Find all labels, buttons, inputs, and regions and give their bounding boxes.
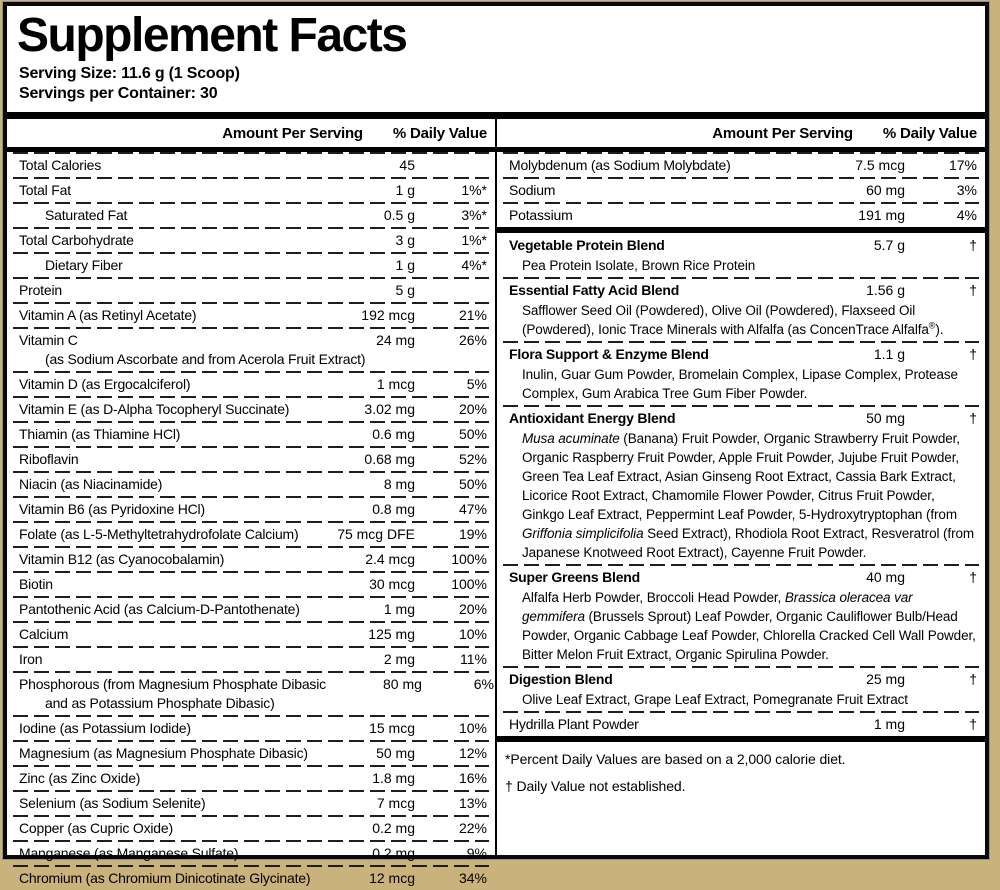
nutrient-name: Molybdenum (as Sodium Molybdate) xyxy=(509,157,731,173)
nutrient-row xyxy=(7,715,495,740)
nutrient-name: Pantothenic Acid (as Calcium-D-Pantothenate) xyxy=(19,601,300,617)
nutrient-row xyxy=(7,815,495,840)
nutrient-name: Biotin xyxy=(19,576,53,592)
right-rows xyxy=(497,152,985,736)
nutrient-daily-value: 100% xyxy=(451,551,487,567)
nutrient-row-line xyxy=(19,374,487,394)
nutrient-amount: 0.6 mg xyxy=(372,426,415,442)
nutrient-daily-value: 20% xyxy=(458,601,487,617)
nutrient-row-line xyxy=(509,408,977,428)
nutrient-daily-value: 10% xyxy=(458,720,487,736)
nutrient-name: Sodium xyxy=(509,182,556,198)
nutrient-row-line xyxy=(19,305,487,325)
label-title: Supplement Facts xyxy=(17,9,407,62)
nutrient-daily-value: 12% xyxy=(458,745,487,761)
nutrient-amount: 3.02 mg xyxy=(364,401,415,417)
nutrient-amount: 60 mg xyxy=(866,182,905,198)
nutrient-row-line xyxy=(509,155,977,175)
nutrient-name: Saturated Fat xyxy=(45,207,128,223)
blend-ingredients: Safflower Seed Oil (Powdered), Olive Oil (Powdered), Flaxseed Oil (Powdered), Ionic Trace Minerals with Alfalfa (as ConcenTrace Alfalfa®). xyxy=(522,303,944,337)
nutrient-row-line xyxy=(19,524,487,544)
nutrient-name: Vegetable Protein Blend xyxy=(509,237,665,253)
daily-value-header: % Daily Value xyxy=(882,124,977,142)
nutrient-row xyxy=(497,152,985,177)
nutrient-row-line xyxy=(19,818,487,838)
nutrient-daily-value: † xyxy=(969,282,977,298)
nutrient-name: Riboflavin xyxy=(19,451,79,467)
nutrient-amount: 1.56 g xyxy=(866,282,905,298)
nutrient-row xyxy=(7,790,495,815)
nutrient-amount: 1.8 mg xyxy=(372,770,415,786)
nutrient-row xyxy=(7,327,495,371)
columns xyxy=(7,112,985,886)
nutrient-row xyxy=(7,421,495,446)
nutrient-daily-value: 50% xyxy=(458,426,487,442)
nutrient-row-line xyxy=(19,768,487,788)
footnote-daily-value-not-established: † Daily Value not established. xyxy=(505,778,686,794)
right-column xyxy=(497,112,985,855)
nutrient-row-line xyxy=(509,280,977,300)
nutrient-name: Total Carbohydrate xyxy=(19,232,134,248)
nutrient-name: Chromium (as Chromium Dinicotinate Glycinate) xyxy=(19,870,311,886)
nutrient-daily-value: 10% xyxy=(458,626,487,642)
nutrient-daily-value: † xyxy=(969,237,977,253)
nutrient-daily-value: 11% xyxy=(460,651,487,667)
nutrient-daily-value: 17% xyxy=(948,157,977,173)
nutrient-name: Dietary Fiber xyxy=(45,257,123,273)
nutrient-row xyxy=(7,496,495,521)
nutrient-row xyxy=(7,277,495,302)
nutrient-amount: 45 xyxy=(399,157,415,173)
nutrient-row-line xyxy=(19,743,487,763)
nutrient-name: Vitamin E (as D-Alpha Tocopheryl Succinate) xyxy=(19,401,290,417)
serving-size: Serving Size: 11.6 g (1 Scoop) xyxy=(19,65,240,82)
nutrient-daily-value: 47% xyxy=(458,501,487,517)
nutrient-row-line xyxy=(19,255,487,275)
nutrient-row xyxy=(7,571,495,596)
nutrient-row-line xyxy=(19,180,487,200)
nutrient-amount: 15 mcg xyxy=(369,720,415,736)
nutrient-name: Antioxidant Energy Blend xyxy=(509,410,676,426)
nutrient-daily-value: 3%* xyxy=(461,207,487,223)
nutrient-amount: 2 mg xyxy=(383,651,415,667)
nutrient-name: Vitamin A (as Retinyl Acetate) xyxy=(19,307,197,323)
nutrient-daily-value: 21% xyxy=(458,307,487,323)
nutrient-row xyxy=(7,740,495,765)
nutrient-amount: 50 mg xyxy=(866,410,905,426)
nutrient-row xyxy=(497,277,985,341)
nutrient-row xyxy=(7,765,495,790)
nutrient-row-line xyxy=(19,499,487,519)
nutrient-amount: 24 mg xyxy=(376,332,415,348)
nutrient-daily-value: 20% xyxy=(458,401,487,417)
nutrient-name: Copper (as Cupric Oxide) xyxy=(19,820,173,836)
nutrient-amount: 0.5 g xyxy=(383,207,415,223)
nutrient-row-line xyxy=(19,574,487,594)
nutrient-row xyxy=(497,666,985,711)
nutrient-row xyxy=(7,396,495,421)
amount-per-serving-header: Amount Per Serving xyxy=(712,124,853,142)
nutrient-daily-value: † xyxy=(969,716,977,732)
nutrient-row-line xyxy=(19,599,487,619)
nutrient-amount: 1 mg xyxy=(383,601,415,617)
nutrient-amount: 1 g xyxy=(395,257,415,273)
nutrient-row-line xyxy=(19,718,487,738)
nutrient-name: Digestion Blend xyxy=(509,671,613,687)
daily-value-header: % Daily Value xyxy=(392,124,487,142)
nutrient-daily-value: 16% xyxy=(458,770,487,786)
nutrient-name: Iron xyxy=(19,651,43,667)
nutrient-amount: 7.5 mcg xyxy=(855,157,905,173)
nutrient-amount: 5.7 g xyxy=(873,237,905,253)
nutrient-amount: 1 mcg xyxy=(376,376,415,392)
left-column-header xyxy=(7,112,495,152)
nutrient-row xyxy=(7,521,495,546)
nutrient-amount: 2.4 mcg xyxy=(365,551,415,567)
nutrient-daily-value: 26% xyxy=(458,332,487,348)
nutrient-row xyxy=(7,471,495,496)
nutrient-name: Total Calories xyxy=(19,157,102,173)
nutrient-daily-value: 52% xyxy=(458,451,487,467)
nutrient-row-line xyxy=(19,424,487,444)
nutrient-row-line xyxy=(19,624,487,644)
nutrient-daily-value: 6% xyxy=(473,676,494,692)
nutrient-row xyxy=(497,227,985,277)
nutrient-row-line xyxy=(19,205,487,225)
nutrient-row xyxy=(497,177,985,202)
nutrient-amount: 25 mg xyxy=(866,671,905,687)
nutrient-row xyxy=(7,546,495,571)
nutrient-name: Hydrilla Plant Powder xyxy=(509,716,639,732)
nutrient-row xyxy=(7,371,495,396)
nutrient-row-line xyxy=(19,843,487,863)
nutrient-row xyxy=(497,405,985,564)
nutrient-name: Thiamin (as Thiamine HCl) xyxy=(19,426,181,442)
nutrient-row xyxy=(7,671,495,715)
nutrient-row xyxy=(7,865,495,890)
nutrient-row-line xyxy=(19,649,487,669)
nutrient-row-line xyxy=(19,793,487,813)
nutrient-row xyxy=(7,152,495,177)
nutrient-amount: 1 g xyxy=(395,182,415,198)
nutrient-daily-value: 19% xyxy=(458,526,487,542)
nutrient-row-line xyxy=(509,205,977,225)
nutrient-name: Calcium xyxy=(19,626,69,642)
nutrient-row xyxy=(497,564,985,666)
nutrient-amount: 12 mcg xyxy=(369,870,415,886)
nutrient-daily-value: 4% xyxy=(956,207,977,223)
left-column xyxy=(7,112,495,886)
nutrient-subtext: (as Sodium Ascorbate and from Acerola Fruit Extract) xyxy=(45,351,366,367)
nutrient-row-line xyxy=(19,330,487,350)
nutrient-amount: 50 mg xyxy=(376,745,415,761)
nutrient-amount: 30 mcg xyxy=(369,576,415,592)
nutrient-name: Niacin (as Niacinamide) xyxy=(19,476,163,492)
nutrient-daily-value: 22% xyxy=(458,820,487,836)
nutrient-name: Potassium xyxy=(509,207,573,223)
nutrient-daily-value: 5% xyxy=(466,376,487,392)
nutrient-daily-value: 100% xyxy=(451,576,487,592)
nutrient-amount: 40 mg xyxy=(866,569,905,585)
nutrient-row-line xyxy=(19,399,487,419)
nutrient-name: Manganese (as Manganese Sulfate) xyxy=(19,845,239,861)
blend-ingredients: Inulin, Guar Gum Powder, Bromelain Complex, Lipase Complex, Protease Complex, Gum Arabica Tree Gum Fiber Powder. xyxy=(522,367,958,401)
nutrient-amount: 0.8 mg xyxy=(372,501,415,517)
nutrient-row xyxy=(497,341,985,405)
nutrient-row-line xyxy=(509,567,977,587)
nutrient-row-line xyxy=(19,449,487,469)
nutrient-name: Vitamin D (as Ergocalciferol) xyxy=(19,376,191,392)
nutrient-row-line xyxy=(509,235,977,255)
nutrient-daily-value: † xyxy=(969,569,977,585)
nutrient-name: Magnesium (as Magnesium Phosphate Dibasic) xyxy=(19,745,308,761)
nutrient-row-line xyxy=(19,868,487,888)
nutrient-row xyxy=(7,646,495,671)
label-panel xyxy=(3,2,989,886)
footnote-percent-daily-value: *Percent Daily Values are based on a 2,000 calorie diet. xyxy=(505,751,846,767)
nutrient-amount: 0.2 mg xyxy=(372,845,415,861)
nutrient-name: Vitamin B12 (as Cyanocobalamin) xyxy=(19,551,225,567)
nutrient-amount: 5 g xyxy=(395,282,415,298)
nutrient-amount: 3 g xyxy=(395,232,415,248)
nutrient-daily-value: 50% xyxy=(458,476,487,492)
nutrient-name: Folate (as L-5-Methyltetrahydrofolate Calcium) xyxy=(19,526,299,542)
nutrient-row xyxy=(7,840,495,865)
footnotes xyxy=(497,736,985,805)
nutrient-subtext: and as Potassium Phosphate Dibasic) xyxy=(45,695,275,711)
nutrient-row-line xyxy=(509,344,977,364)
right-column-header xyxy=(497,112,985,152)
nutrient-daily-value: † xyxy=(969,346,977,362)
nutrient-row-line xyxy=(509,714,977,734)
nutrient-daily-value: † xyxy=(969,410,977,426)
nutrient-row xyxy=(7,202,495,227)
nutrient-daily-value: 34% xyxy=(458,870,487,886)
nutrient-row xyxy=(7,227,495,252)
nutrient-name: Vitamin C xyxy=(19,332,78,348)
nutrient-daily-value: 1%* xyxy=(461,182,487,198)
nutrient-row xyxy=(7,177,495,202)
nutrient-amount: 7 mcg xyxy=(376,795,415,811)
nutrient-row xyxy=(7,446,495,471)
nutrient-amount: 125 mg xyxy=(368,626,415,642)
nutrient-row-line xyxy=(19,674,494,694)
blend-ingredients: Pea Protein Isolate, Brown Rice Protein xyxy=(522,258,756,273)
nutrient-name: Flora Support & Enzyme Blend xyxy=(509,346,709,362)
nutrient-daily-value: 3% xyxy=(956,182,977,198)
nutrient-daily-value: † xyxy=(969,671,977,687)
nutrient-row xyxy=(7,596,495,621)
nutrient-amount: 80 mg xyxy=(383,676,422,692)
nutrient-amount: 192 mcg xyxy=(361,307,415,323)
nutrient-row-line xyxy=(19,474,487,494)
nutrient-row-line xyxy=(509,180,977,200)
nutrient-row xyxy=(7,621,495,646)
nutrient-row xyxy=(497,711,985,736)
nutrient-name: Protein xyxy=(19,282,62,298)
blend-ingredients: Musa acuminate (Banana) Fruit Powder, Organic Strawberry Fruit Powder, Organic Raspberry Fruit Powder, Apple Fruit Powder, Jujube Fruit Powder, Green Tea Leaf Extract, Asian Ginseng Root Extract, Cassia Bark Extract, Licorice Root Extract, Chamomile Flower Powder, Citrus Fruit Powder, Ginkgo Leaf Extract, Peppermint Leaf Powder, 5-Hydroxytryptophan (from Griffonia simplicifolia Seed Extract), Rhodiola Root Extract, Resveratrol (from Japanese Knotweed Root Extract), Cayenne Fruit Powder. xyxy=(522,431,975,560)
nutrient-row xyxy=(7,302,495,327)
nutrient-row-line xyxy=(19,230,487,250)
nutrient-daily-value: 13% xyxy=(458,795,487,811)
servings-per-container: Servings per Container: 30 xyxy=(19,85,218,102)
nutrient-amount: 0.2 mg xyxy=(372,820,415,836)
nutrient-daily-value: 9% xyxy=(466,845,487,861)
nutrient-name: Total Fat xyxy=(19,182,71,198)
nutrient-amount: 1 mg xyxy=(873,716,905,732)
nutrient-row xyxy=(497,202,985,227)
nutrient-row-line xyxy=(509,669,977,689)
nutrient-row-line xyxy=(19,280,487,300)
nutrient-amount: 75 mcg DFE xyxy=(337,526,415,542)
nutrient-row xyxy=(7,252,495,277)
nutrient-name: Iodine (as Potassium Iodide) xyxy=(19,720,191,736)
nutrient-name: Vitamin B6 (as Pyridoxine HCl) xyxy=(19,501,205,517)
blend-ingredients: Alfalfa Herb Powder, Broccoli Head Powder, Brassica oleracea var gemmifera (Brussels Sprout) Leaf Powder, Organic Cauliflower Bulb/Head Powder, Organic Cabbage Leaf Powder, Chlorella Cracked Cell Wall Powder, Bitter Melon Fruit Extract, Organic Spirulina Powder. xyxy=(522,590,976,662)
amount-per-serving-header: Amount Per Serving xyxy=(222,124,363,142)
blend-ingredients: Olive Leaf Extract, Grape Leaf Extract, Pomegranate Fruit Extract xyxy=(522,692,908,707)
nutrient-row-line xyxy=(19,155,487,175)
nutrient-amount: 8 mg xyxy=(383,476,415,492)
nutrient-amount: 191 mg xyxy=(858,207,905,223)
nutrient-name: Super Greens Blend xyxy=(509,569,640,585)
nutrient-row-line xyxy=(19,549,487,569)
nutrient-daily-value: 1%* xyxy=(461,232,487,248)
nutrient-daily-value: 4%* xyxy=(461,257,487,273)
nutrient-name: Zinc (as Zinc Oxide) xyxy=(19,770,141,786)
nutrient-name: Essential Fatty Acid Blend xyxy=(509,282,680,298)
nutrient-amount: 1.1 g xyxy=(873,346,905,362)
nutrient-name: Selenium (as Sodium Selenite) xyxy=(19,795,206,811)
nutrient-amount: 0.68 mg xyxy=(364,451,415,467)
nutrient-name: Phosphorous (from Magnesium Phosphate Dibasic xyxy=(19,676,326,692)
left-rows xyxy=(7,152,495,890)
